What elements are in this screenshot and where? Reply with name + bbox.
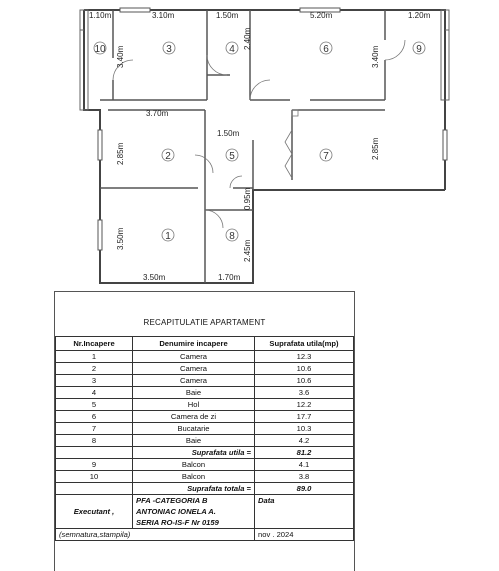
row-area: 12.2 — [255, 399, 354, 411]
row-area: 3.8 — [255, 471, 354, 483]
room-label-3: 3 — [166, 44, 172, 55]
row-area: 4.2 — [255, 435, 354, 447]
row-area: 17.7 — [255, 411, 354, 423]
row-name: Camera — [133, 351, 255, 363]
row-nr: 5 — [56, 399, 133, 411]
row-area: 3.6 — [255, 387, 354, 399]
table-row — [56, 351, 354, 363]
row-name: Hol — [133, 399, 255, 411]
room-label-7: 7 — [323, 151, 329, 162]
dim-room1-vertical: 3.50m — [116, 227, 125, 250]
total-area-label: Suprafata totala = — [133, 483, 255, 495]
signature-row — [56, 529, 354, 541]
dim-room4-vertical: 2.40m — [243, 27, 252, 50]
row-area: 10.6 — [255, 363, 354, 375]
row-area: 10.3 — [255, 423, 354, 435]
balcony-outlines — [80, 10, 449, 110]
date-value: nov . 2024 — [255, 529, 354, 541]
row-name: Baie — [133, 387, 255, 399]
room-label-9: 9 — [416, 44, 422, 55]
total-area-value: 89.0 — [255, 483, 354, 495]
dim-room2-vertical: 2.85m — [116, 142, 125, 165]
room-label-4: 4 — [229, 44, 235, 55]
row-name: Camera de zi — [133, 411, 255, 423]
dim-room8-vertical-2: 2.45m — [243, 239, 252, 262]
dim-top-5: 1.20m — [408, 11, 431, 20]
executant-line-3: SERIA RO-IS-F Nr 0159 — [136, 518, 219, 527]
executant-row — [56, 495, 354, 529]
total-area-row — [56, 483, 354, 495]
row-nr: 7 — [56, 423, 133, 435]
header-nr: Nr.Incapere — [56, 337, 133, 351]
row-name: Camera — [133, 363, 255, 375]
table-row — [56, 399, 354, 411]
floor-plan — [0, 0, 499, 285]
executant-info — [133, 495, 255, 529]
row-name: Camera — [133, 375, 255, 387]
executant-line-1: PFA -CATEGORIA B — [136, 496, 208, 505]
row-name: Balcon — [133, 471, 255, 483]
room-label-2: 2 — [165, 151, 171, 162]
util-area-label: Suprafata utila = — [133, 447, 255, 459]
dim-top-1: 1.10m — [89, 11, 112, 20]
executant-line-2: ANTONIAC IONELA A. — [136, 507, 216, 516]
row-name: Bucatarie — [133, 423, 255, 435]
recap-title: RECAPITULATIE APARTAMENT — [143, 318, 266, 327]
signature-label: (semnatura,stampila) — [56, 529, 255, 541]
row-area: 4.1 — [255, 459, 354, 471]
room-label-5: 5 — [229, 151, 235, 162]
table-row — [56, 363, 354, 375]
row-area: 12.3 — [255, 351, 354, 363]
table-header-row — [56, 337, 354, 351]
util-area-value: 81.2 — [255, 447, 354, 459]
row-nr: 1 — [56, 351, 133, 363]
row-nr: 3 — [56, 375, 133, 387]
dim-hol-horizontal: 1.50m — [217, 129, 240, 138]
row-name: Baie — [133, 435, 255, 447]
dim-room6-vertical: 3.40m — [371, 45, 380, 68]
windows — [98, 8, 447, 250]
recap-sheet — [54, 291, 355, 571]
room-label-10: 10 — [94, 44, 106, 55]
dim-room3-vertical: 3.40m — [116, 45, 125, 68]
util-area-row — [56, 447, 354, 459]
dim-bottom-2: 1.70m — [218, 273, 241, 282]
header-name: Denumire incapere — [133, 337, 255, 351]
util-area-blank — [56, 447, 133, 459]
dim-room2-horizontal: 3.70m — [146, 109, 169, 118]
row-nr: 10 — [56, 471, 133, 483]
row-nr: 6 — [56, 411, 133, 423]
total-area-blank — [56, 483, 133, 495]
data-label: Data — [255, 495, 354, 529]
room-label-6: 6 — [323, 44, 329, 55]
dim-top-2: 3.10m — [152, 11, 175, 20]
recap-table — [55, 336, 354, 541]
dim-room8-vertical-1: 0.95m — [243, 187, 252, 210]
table-row — [56, 375, 354, 387]
table-row — [56, 471, 354, 483]
row-nr: 2 — [56, 363, 133, 375]
table-row — [56, 423, 354, 435]
row-name: Balcon — [133, 459, 255, 471]
header-area: Suprafata utila(mp) — [255, 337, 354, 351]
dim-bottom-1: 3.50m — [143, 273, 166, 282]
outer-walls — [84, 10, 445, 283]
room-label-8: 8 — [229, 231, 235, 242]
table-row — [56, 459, 354, 471]
row-nr: 8 — [56, 435, 133, 447]
row-nr: 9 — [56, 459, 133, 471]
row-nr: 4 — [56, 387, 133, 399]
executant-label: Executant , — [56, 495, 133, 529]
dim-top-4: 5.20m — [310, 11, 333, 20]
table-row — [56, 411, 354, 423]
door-swings — [113, 40, 405, 228]
dim-room7-vertical: 2.85m — [371, 137, 380, 160]
table-row — [56, 387, 354, 399]
row-area: 10.6 — [255, 375, 354, 387]
room-label-1: 1 — [165, 231, 171, 242]
dim-top-3: 1.50m — [216, 11, 239, 20]
table-row — [56, 435, 354, 447]
